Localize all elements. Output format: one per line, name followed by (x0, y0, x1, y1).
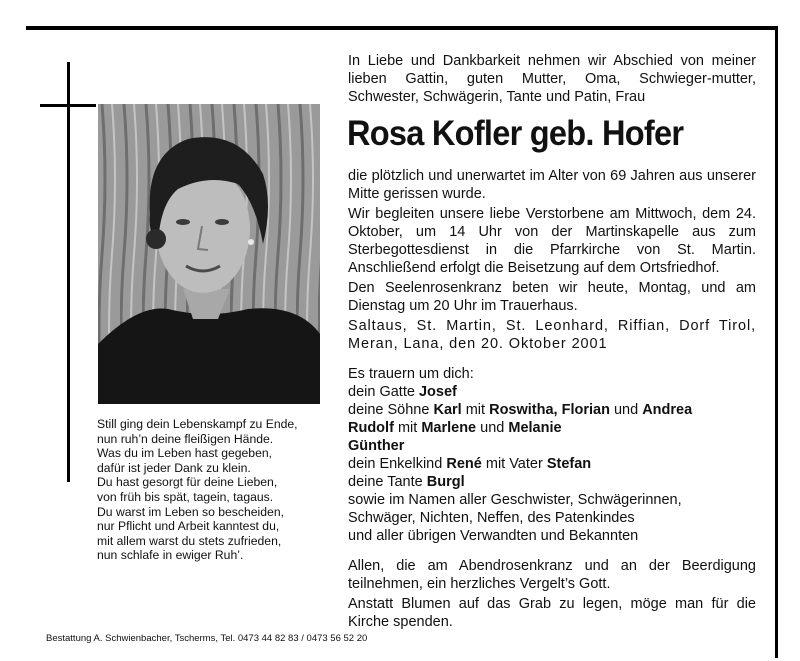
poem-line: nun schlafe in ewiger Ruh’. (97, 548, 244, 563)
mourners-heading: Es trauern um dich: (348, 366, 474, 382)
funeral-home-footer: Bestattung A. Schwienbacher, Tscherms, Tel. 0473 44 82 83 / 0473 56 52 20 (46, 633, 368, 644)
mourners-list (348, 365, 756, 545)
paragraph: die plötzlich und unerwartet im Alter von 69 Jahren aus unserer Mitte gerissen wurde. (348, 168, 756, 202)
mourner-line: Günther (348, 438, 405, 454)
cross-horizontal-bar (40, 104, 96, 107)
closing-flowers: Anstatt Blumen auf das Grab zu legen, möge man für die Kirche spenden. (348, 596, 756, 630)
mourner-line: deine Söhne Karl mit Roswitha, Florian und Andrea (348, 402, 693, 418)
poem-line: nur Pflicht und Arbeit kanntest du, (97, 519, 280, 534)
place-and-date: Saltaus, St. Martin, St. Leonhard, Riffian, Dorf Tirol, Meran, Lana, den 20. Oktober 2001 (348, 318, 756, 352)
mourner-line: und aller übrigen Verwandten und Bekannten (348, 528, 639, 544)
deceased-name: Rosa Kofler geb. Hofer (347, 114, 684, 153)
portrait-photo (98, 104, 320, 404)
mourner-line: deine Tante Burgl (348, 474, 465, 490)
poem-line: dafür ist jeder Dank zu klein. (97, 460, 251, 475)
poem-line: nun ruh’n deine fleißigen Hände. (97, 431, 274, 446)
poem-line: Was du im Leben hast gegeben, (97, 446, 273, 461)
paragraph: Den Seelenrosenkranz beten wir heute, Montag, und am Dienstag um 20 Uhr im Trauerhaus. (348, 280, 756, 314)
poem (97, 417, 337, 563)
poem-line: Du hast gesorgt für deine Lieben, (97, 475, 278, 490)
poem-line: von früh bis spät, tagein, tagaus. (97, 489, 274, 504)
cross-vertical-bar (67, 62, 70, 482)
poem-line: Still ging dein Lebenskampf zu Ende, (97, 417, 298, 431)
mourner-line: Rudolf mit Marlene und Melanie (348, 420, 562, 436)
notice-text (348, 52, 756, 631)
mourner-line: Schwäger, Nichten, Neffen, des Patenkindes (348, 510, 635, 526)
paragraph: Wir begleiten unsere liebe Verstorbene am Mittwoch, dem 24. Oktober, um 14 Uhr von der Martinskapelle aus zum Sterbegottesdienst in die Pfarrkirche von St. Martin. Anschließend erfolgt die Beisetzung auf dem Ortsfriedhof. (348, 206, 756, 276)
closing-thanks: Allen, die am Abendrosenkranz und an der Beerdigung teilnehmen, ein herzliches Vergelt’s Gott. (348, 558, 756, 592)
mourner-line: dein Enkelkind René mit Vater Stefan (348, 456, 592, 472)
mourner-line: dein Gatte Josef (348, 384, 457, 400)
intro-text: In Liebe und Dankbarkeit nehmen wir Abschied von meiner lieben Gattin, guten Mutter, Oma, Schwieger-mutter, Schwester, Schwägerin, Tante und Patin, Frau (348, 53, 756, 105)
poem-line: mit allem warst du stets zufrieden, (97, 533, 282, 548)
poem-line: Du warst im Leben so bescheiden, (97, 504, 284, 519)
mourner-line: sowie im Namen aller Geschwister, Schwägerinnen, (348, 492, 682, 508)
